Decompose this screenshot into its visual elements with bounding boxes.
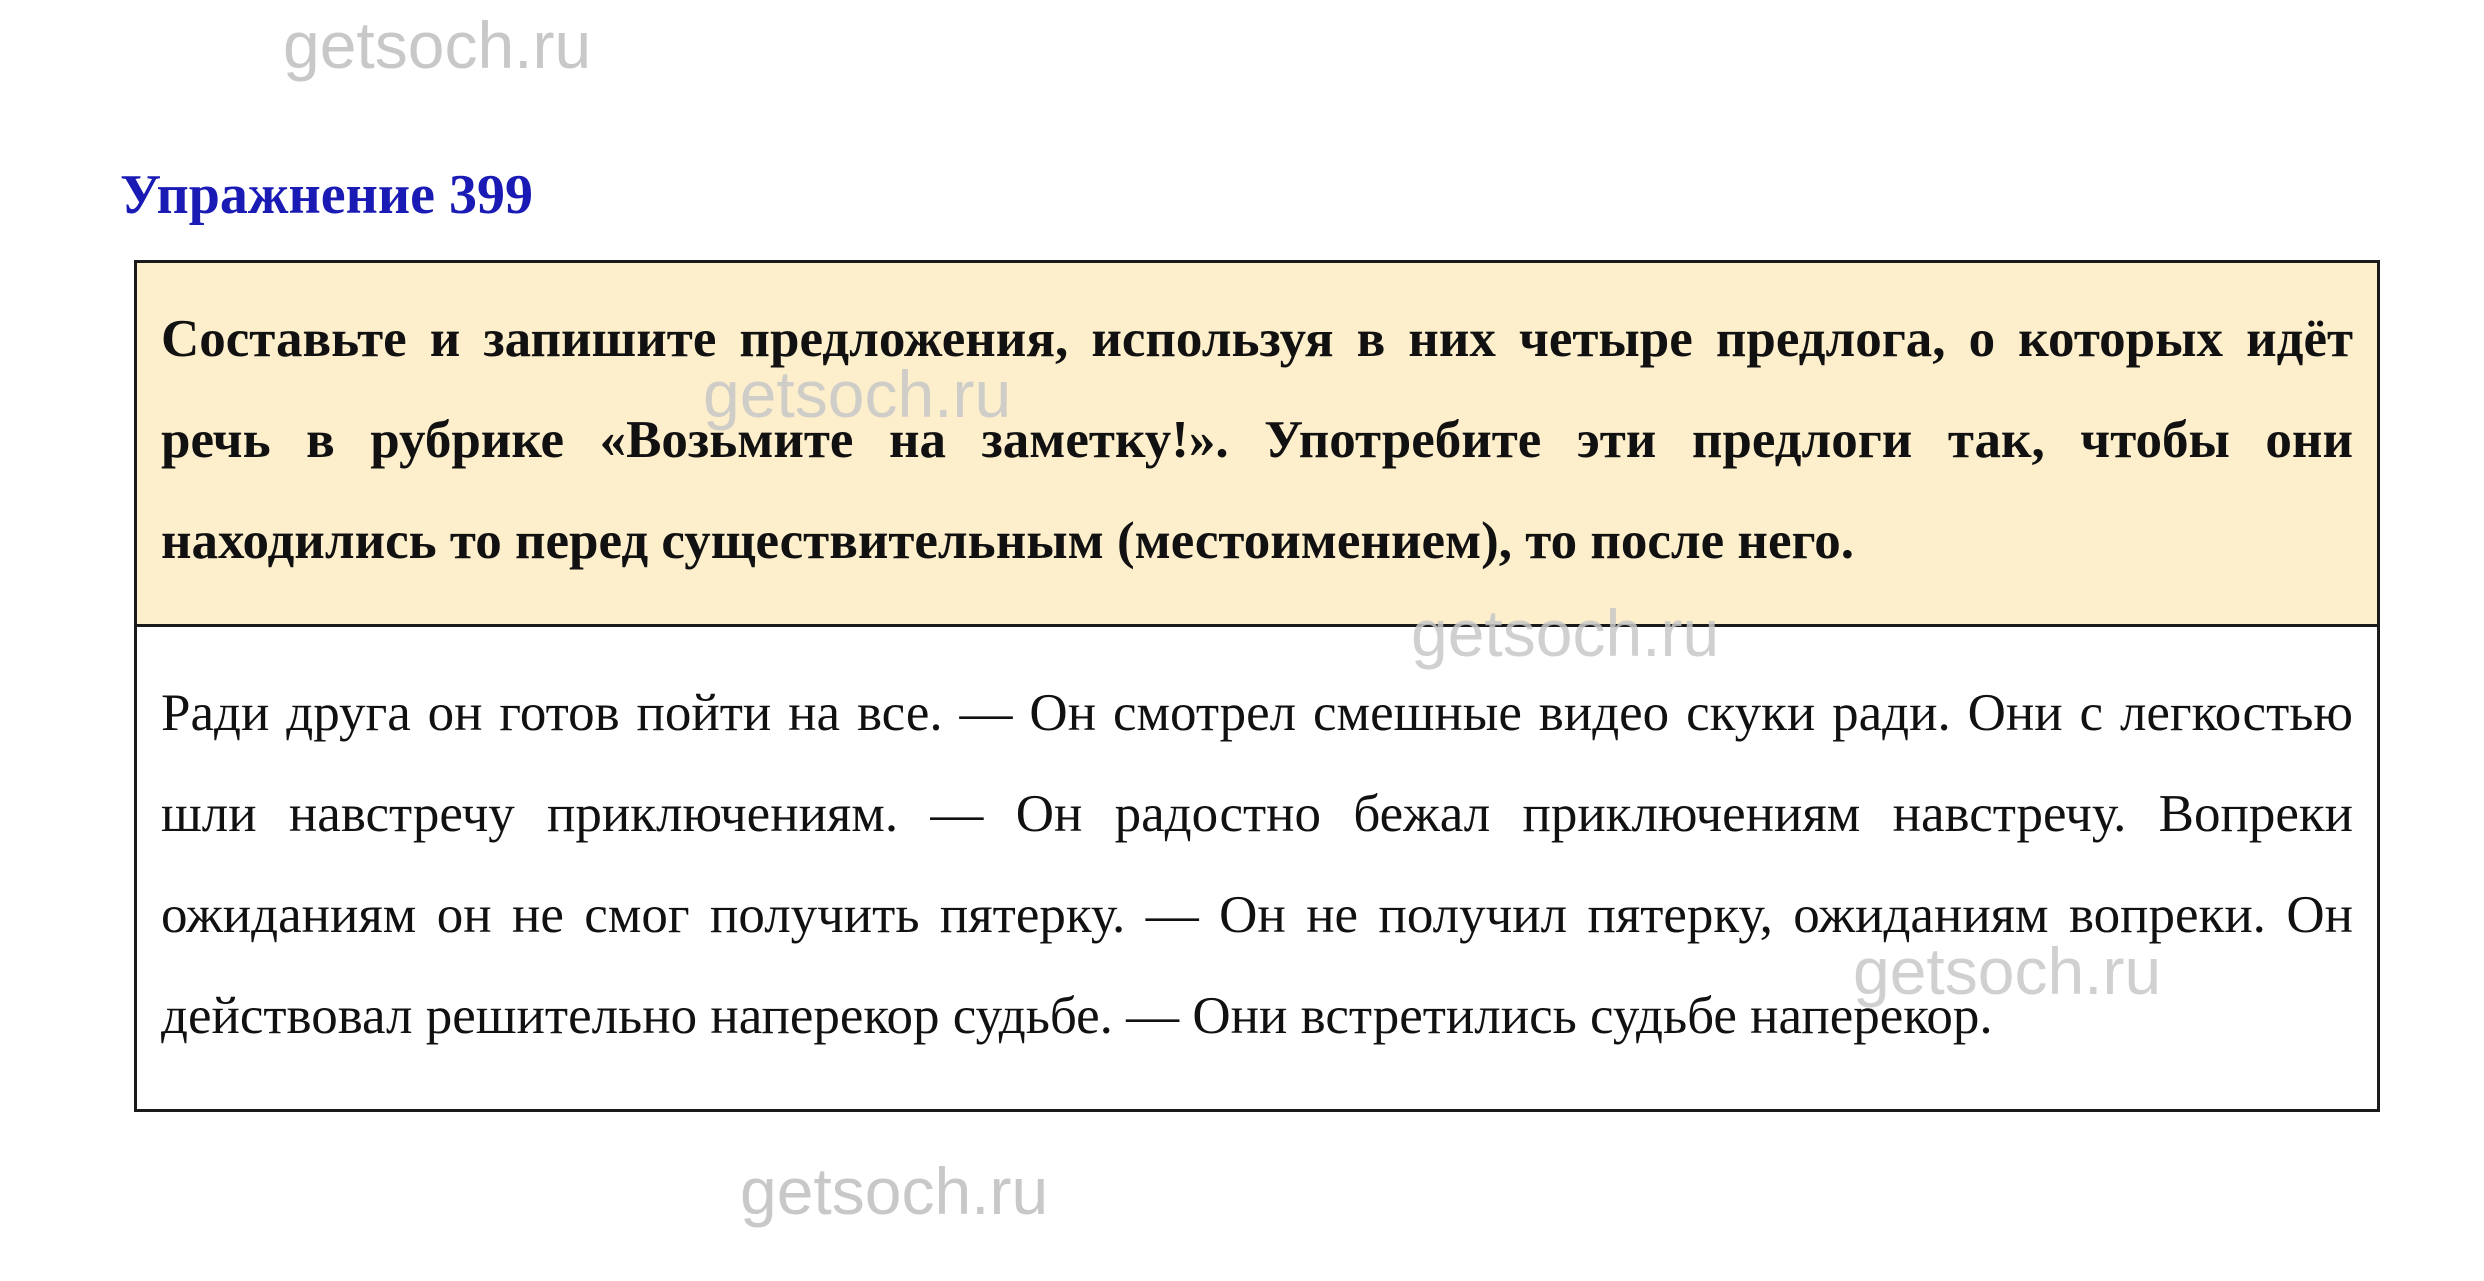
task-text: Составьте и запишите предложения, используя в них четыре предлога, о которых идёт речь в рубрике «Возьмите на заметку!». Употребите эти предлоги так, чтобы они находились то перед существительным (местоимением), то после него.: [137, 263, 2377, 627]
exercise-box: [134, 260, 2380, 1112]
watermark: getsoch.ru: [1411, 596, 1720, 670]
watermark: getsoch.ru: [283, 8, 592, 82]
watermark: getsoch.ru: [1853, 934, 2162, 1008]
watermark: getsoch.ru: [703, 357, 1012, 431]
answer-text: Ради друга он готов пойти на все. — Он смотрел смешные видео скуки ради. Они с легкостью шли навстречу приключениям. — Он радостно бежал приключениям навстречу. Вопреки ожиданиям он не смог получить пятерку. — Он не получил пятерку, ожиданиям вопреки. Он действовал решительно наперекор судьбе. — Они встретились судьбе наперекор.: [137, 627, 2377, 1109]
exercise-title: Упражнение 399: [120, 164, 534, 226]
watermark: getsoch.ru: [740, 1154, 1049, 1228]
